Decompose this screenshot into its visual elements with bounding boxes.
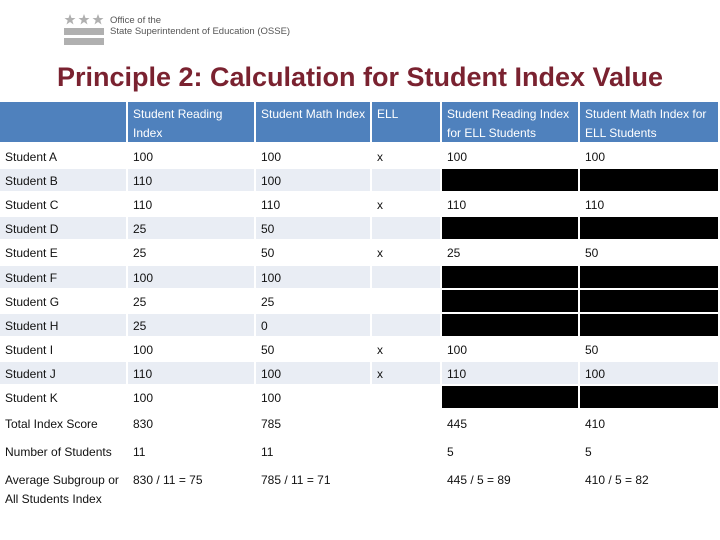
summary-ell-math-count: 5 [580, 440, 718, 466]
row-ell-math-index [580, 169, 718, 191]
row-ell-flag [372, 386, 440, 408]
row-math-index: 100 [256, 386, 370, 408]
summary-label-count: Number of Students [0, 440, 126, 466]
row-ell-math-index [580, 386, 718, 408]
row-ell-flag: x [372, 338, 440, 360]
row-ell-flag [372, 290, 440, 312]
summary-label-average: Average Subgroup or All Students Index [0, 468, 130, 528]
row-math-index: 100 [256, 145, 370, 167]
row-reading-index: 25 [128, 314, 254, 336]
org-line-2: State Superintendent of Education (OSSE) [110, 26, 291, 37]
row-student-name: Student B [0, 169, 126, 191]
row-ell-math-index [580, 314, 718, 336]
row-ell-reading-index: 100 [442, 145, 578, 167]
summary-label-total: Total Index Score [0, 412, 126, 438]
header-ell: ELL [372, 102, 440, 142]
row-ell-reading-index [442, 169, 578, 191]
row-reading-index: 100 [128, 145, 254, 167]
row-student-name: Student K [0, 386, 126, 408]
summary-ell-average [372, 468, 440, 528]
summary-math-average: 785 / 11 = 71 [256, 468, 370, 528]
row-ell-reading-index: 25 [442, 241, 578, 263]
row-math-index: 50 [256, 241, 370, 263]
page-title: Principle 2: Calculation for Student Index Value [56, 62, 664, 92]
row-reading-index: 110 [128, 362, 254, 384]
header-cell-blank [0, 102, 126, 142]
row-student-name: Student F [0, 266, 126, 288]
row-ell-flag: x [372, 241, 440, 263]
row-ell-flag [372, 169, 440, 191]
summary-ell-total [372, 412, 440, 438]
summary-ell-count [372, 440, 440, 466]
row-ell-flag: x [372, 362, 440, 384]
row-ell-flag [372, 217, 440, 239]
row-ell-math-index [580, 266, 718, 288]
row-ell-flag: x [372, 193, 440, 215]
row-reading-index: 100 [128, 338, 254, 360]
row-ell-flag: x [372, 145, 440, 167]
summary-reading-count: 11 [128, 440, 254, 466]
row-student-name: Student I [0, 338, 126, 360]
row-ell-math-index: 50 [580, 241, 718, 263]
row-reading-index: 110 [128, 169, 254, 191]
row-math-index: 50 [256, 217, 370, 239]
row-ell-math-index: 100 [580, 362, 718, 384]
row-ell-flag [372, 314, 440, 336]
row-math-index: 0 [256, 314, 370, 336]
row-ell-reading-index [442, 266, 578, 288]
row-ell-reading-index [442, 290, 578, 312]
row-ell-math-index: 110 [580, 193, 718, 215]
row-student-name: Student G [0, 290, 126, 312]
row-ell-reading-index [442, 314, 578, 336]
row-math-index: 100 [256, 362, 370, 384]
row-student-name: Student A [0, 145, 126, 167]
row-reading-index: 25 [128, 241, 254, 263]
header-ell-reading-index: Student Reading Index for ELL Students [442, 102, 578, 142]
summary-ell-reading-average: 445 / 5 = 89 [442, 468, 578, 528]
row-student-name: Student J [0, 362, 126, 384]
row-ell-reading-index: 110 [442, 193, 578, 215]
header-banner [0, 0, 720, 60]
row-reading-index: 25 [128, 217, 254, 239]
row-ell-flag [372, 266, 440, 288]
summary-math-total: 785 [256, 412, 370, 438]
summary-ell-math-average: 410 / 5 = 82 [580, 468, 718, 528]
dc-flag-logo-icon [64, 12, 104, 46]
row-reading-index: 25 [128, 290, 254, 312]
header-math-index: Student Math Index [256, 102, 370, 142]
row-ell-math-index: 100 [580, 145, 718, 167]
row-student-name: Student H [0, 314, 126, 336]
header-ell-math-index: Student Math Index for ELL Students [580, 102, 718, 142]
row-ell-reading-index [442, 217, 578, 239]
row-reading-index: 100 [128, 386, 254, 408]
row-student-name: Student E [0, 241, 126, 263]
header-reading-index: Student Reading Index [128, 102, 254, 142]
row-math-index: 110 [256, 193, 370, 215]
org-name [110, 15, 290, 37]
row-reading-index: 110 [128, 193, 254, 215]
row-student-name: Student D [0, 217, 126, 239]
row-ell-math-index [580, 290, 718, 312]
row-math-index: 100 [256, 169, 370, 191]
row-ell-reading-index [442, 386, 578, 408]
summary-ell-math-total: 410 [580, 412, 718, 438]
org-line-1: Office of the [110, 15, 162, 26]
row-ell-reading-index: 100 [442, 338, 578, 360]
row-ell-math-index [580, 217, 718, 239]
row-math-index: 25 [256, 290, 370, 312]
summary-reading-total: 830 [128, 412, 254, 438]
row-reading-index: 100 [128, 266, 254, 288]
summary-reading-average: 830 / 11 = 75 [128, 468, 254, 528]
summary-math-count: 11 [256, 440, 370, 466]
summary-ell-reading-count: 5 [442, 440, 578, 466]
row-math-index: 50 [256, 338, 370, 360]
row-math-index: 100 [256, 266, 370, 288]
row-ell-reading-index: 110 [442, 362, 578, 384]
row-ell-math-index: 50 [580, 338, 718, 360]
row-student-name: Student C [0, 193, 126, 215]
summary-ell-reading-total: 445 [442, 412, 578, 438]
